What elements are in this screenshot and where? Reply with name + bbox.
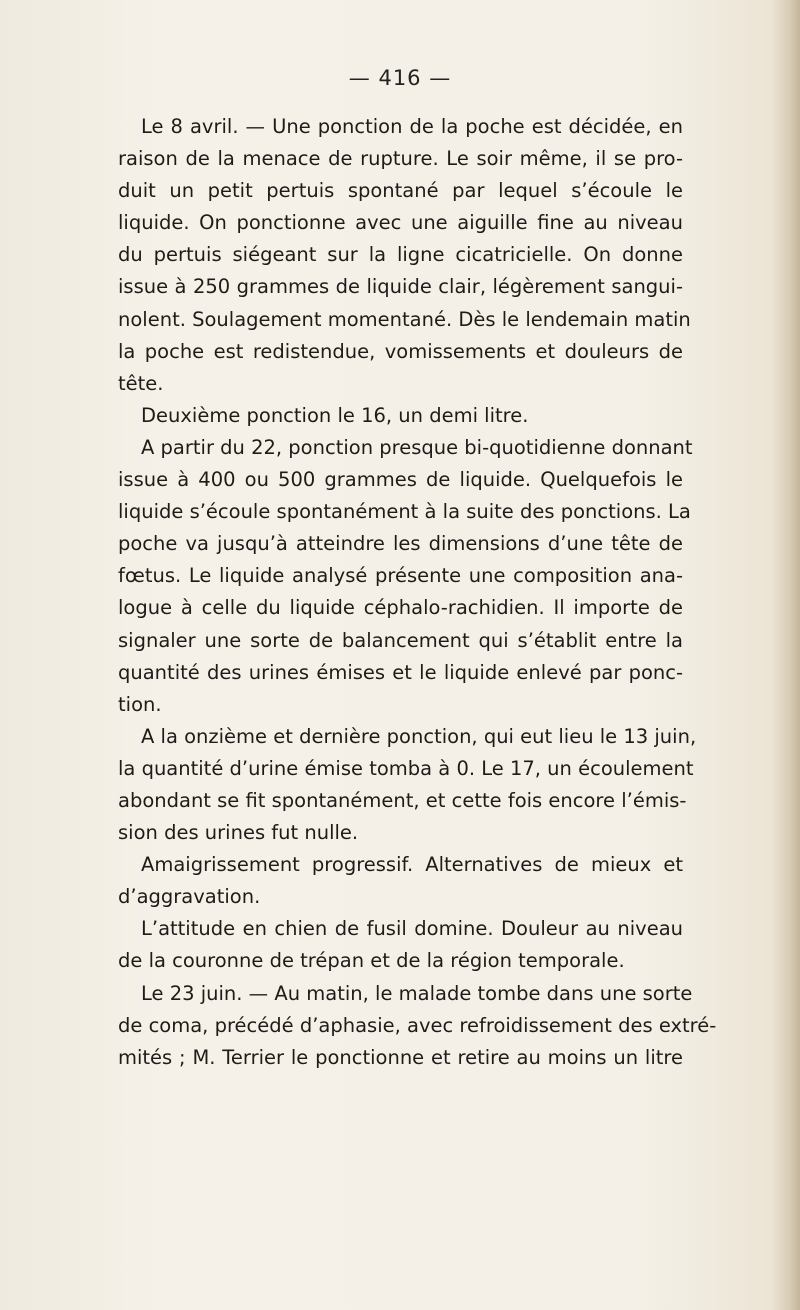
page-edge-shadow <box>772 0 800 1310</box>
text-line: sion des urines fut nulle. <box>118 821 359 845</box>
body-text <box>118 111 717 1074</box>
text-line: abondant se fit spontanément, et cette fois encore l’émis- <box>118 788 687 812</box>
text-line: A la onzième et dernière ponction, qui eut lieu le 13 juin, <box>141 724 697 748</box>
text-line: tion. <box>118 692 162 716</box>
text-line: A partir du 22, ponction presque bi-quotidienne donnant <box>141 435 693 459</box>
text-line: issue à 400 ou 500 grammes de liquide. Quelquefois le <box>118 468 683 492</box>
text-line: raison de la menace de rupture. Le soir même, il se pro- <box>118 147 683 171</box>
text-line: liquide. On ponctionne avec une aiguille fine au niveau <box>118 211 683 235</box>
text-line: logue à celle du liquide céphalo-rachidien. Il importe de <box>118 596 683 620</box>
text-line: Le 8 avril. — Une ponction de la poche est décidée, en <box>141 115 683 138</box>
text-line: duit un petit pertuis spontané par lequel s’écoule le <box>118 179 683 203</box>
text-line: tête. <box>118 371 164 395</box>
text-line: Deuxième ponction le 16, un demi litre. <box>141 403 529 427</box>
page-number: — 416 — <box>348 66 452 90</box>
text-line: Le 23 juin. — Au matin, le malade tombe dans une sorte <box>141 981 693 1005</box>
text-line: d’aggravation. <box>118 885 261 909</box>
text-line: poche va jusqu’à atteindre les dimensions d’une tête de <box>118 532 683 556</box>
text-line: nolent. Soulagement momentané. Dès le lendemain matin <box>118 307 691 331</box>
text-line: mités ; M. Terrier le ponctionne et retire au moins un litre <box>118 1045 683 1069</box>
text-line: quantité des urines émises et le liquide enlevé par ponc- <box>118 660 683 684</box>
text-line: L’attitude en chien de fusil domine. Douleur au niveau <box>141 917 683 941</box>
text-line: la quantité d’urine émise tomba à 0. Le 17, un écoulement <box>118 756 694 780</box>
text-line: de coma, précédé d’aphasie, avec refroidissement des extré- <box>118 1013 717 1037</box>
text-line: liquide s’écoule spontanément à la suite des ponctions. La <box>118 500 691 524</box>
text-line: fœtus. Le liquide analysé présente une composition ana- <box>118 564 683 588</box>
text-line: signaler une sorte de balancement qui s’établit entre la <box>118 628 683 652</box>
text-line: issue à 250 grammes de liquide clair, légèrement sangui- <box>118 275 683 299</box>
text-line: la poche est redistendue, vomissements et douleurs de <box>118 339 683 363</box>
text-line: du pertuis siégeant sur la ligne cicatricielle. On donne <box>118 243 683 267</box>
text-line: de la couronne de trépan et de la région temporale. <box>118 949 625 973</box>
text-line: Amaigrissement progressif. Alternatives de mieux et <box>141 853 683 877</box>
